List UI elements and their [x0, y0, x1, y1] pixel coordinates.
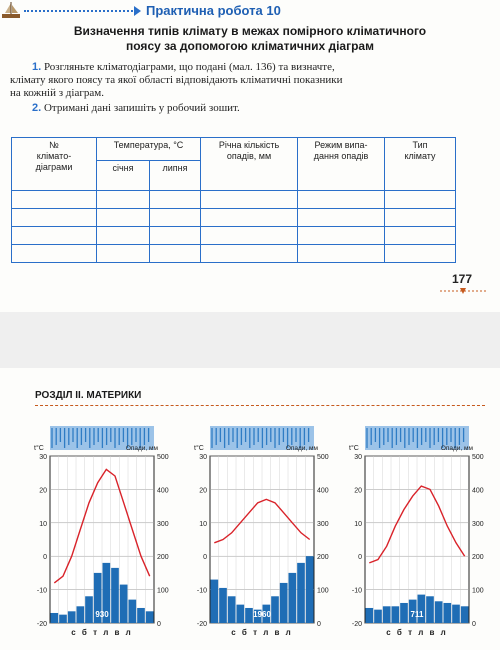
temp-tick-label: 20	[39, 487, 47, 495]
temp-tick-label: 10	[39, 520, 47, 528]
task-1: 1. Розгляньте кліматодіаграми, що подані (мал. 136) та визначте, клімату якого поясу та якої області відповідають кліматичні показники на кожній з діаграм.	[10, 61, 343, 99]
precip-tick-label: 300	[472, 520, 484, 528]
temp-tick-label: 20	[199, 487, 207, 495]
precip-tick-label: 400	[157, 487, 169, 495]
ship-icon	[0, 0, 22, 22]
temp-tick-label: -20	[351, 621, 362, 628]
textbook-page-177	[0, 0, 500, 312]
page-number: 177	[452, 272, 473, 286]
precip-bar	[426, 596, 434, 623]
textbook-next-page	[0, 368, 500, 650]
temp-tick-label: 30	[199, 454, 207, 461]
header-dash-line	[24, 10, 136, 12]
precip-bar	[461, 606, 469, 623]
table-row	[12, 245, 456, 263]
col-temp-july: липня	[150, 160, 201, 190]
page-gap	[0, 312, 500, 368]
task-2: 2. Отримані дані запишіть у робочий зошит.	[32, 102, 240, 114]
temp-tick-label: 30	[354, 454, 362, 461]
month-labels: с б т л в л	[71, 628, 133, 637]
header-arrow-icon	[134, 6, 141, 16]
precip-bar	[228, 596, 236, 623]
precip-bar	[51, 613, 59, 623]
col-annual-precip: Річна кількість опадів, мм	[201, 138, 298, 191]
precip-bar	[392, 606, 400, 623]
col-diagram-number: № кліматo- діаграми	[12, 138, 97, 191]
precip-tick-label: 200	[157, 554, 169, 562]
precip-bar	[280, 583, 288, 623]
precip-bar	[146, 611, 154, 623]
table-row	[12, 209, 456, 227]
precip-bar	[137, 608, 145, 623]
precip-bar	[120, 585, 128, 623]
climate-diagram-3	[345, 418, 495, 650]
temp-axis-title: t°C	[194, 445, 204, 452]
table-row	[12, 191, 456, 209]
precip-bar	[452, 605, 460, 623]
page-number-ornament	[440, 287, 486, 295]
precip-bar	[111, 568, 119, 623]
temp-tick-label: 20	[354, 487, 362, 495]
precip-axis-title: Опади, мм	[285, 445, 318, 452]
precip-tick-label: 100	[472, 587, 484, 595]
precip-tick-label: 0	[472, 621, 476, 628]
precip-bar	[383, 606, 391, 623]
temp-tick-label: -10	[36, 587, 47, 595]
precip-bar	[444, 603, 452, 623]
col-temperature: Температура, °С	[97, 138, 201, 161]
month-labels: с б т л в л	[386, 628, 448, 637]
precip-bar	[271, 596, 279, 623]
precip-axis-title: Опади, мм	[440, 445, 473, 452]
precip-tick-label: 500	[157, 454, 169, 461]
precip-tick-label: 0	[317, 621, 321, 628]
temp-tick-label: 0	[358, 554, 362, 562]
section-title: РОЗДІЛ ІІ. МАТЕРИКИ	[35, 390, 142, 401]
temp-tick-label: -20	[196, 621, 207, 628]
precip-tick-label: 300	[157, 520, 169, 528]
col-temp-january: січня	[97, 160, 150, 190]
temp-axis-title: t°C	[349, 445, 359, 452]
precip-tick-label: 0	[157, 621, 161, 628]
annual-precip-label: 1960	[253, 610, 271, 619]
precip-bar	[68, 611, 76, 623]
col-climate-type: Тип клімату	[385, 138, 456, 191]
climate-diagram-1	[30, 418, 180, 650]
col-precip-regime: Режим випа- дання опадів	[298, 138, 385, 191]
month-labels: с б т л в л	[231, 628, 293, 637]
precip-bar	[400, 603, 408, 623]
annual-precip-label: 930	[95, 610, 109, 619]
precip-bar	[59, 615, 67, 623]
precip-bar	[237, 605, 245, 623]
table-row	[12, 227, 456, 245]
precip-tick-label: 100	[317, 587, 329, 595]
precip-tick-label: 200	[472, 554, 484, 562]
temp-axis-title: t°C	[34, 445, 44, 452]
precip-bar	[85, 596, 93, 623]
precip-bar	[435, 601, 443, 623]
section-divider	[35, 405, 485, 406]
temp-tick-label: 10	[354, 520, 362, 528]
climate-diagram-2	[190, 418, 340, 650]
precip-bar	[211, 580, 219, 623]
precip-tick-label: 100	[157, 587, 169, 595]
precip-bar	[297, 563, 305, 623]
precip-tick-label: 200	[317, 554, 329, 562]
results-table	[11, 137, 456, 263]
annual-precip-label: 711	[410, 610, 424, 619]
precip-bar	[245, 608, 253, 623]
temp-tick-label: 10	[199, 520, 207, 528]
precip-tick-label: 400	[472, 487, 484, 495]
precip-tick-label: 300	[317, 520, 329, 528]
temp-tick-label: 30	[39, 454, 47, 461]
temp-tick-label: -10	[196, 587, 207, 595]
precip-bar	[306, 556, 314, 623]
temp-tick-label: 0	[203, 554, 207, 562]
precip-bar	[289, 573, 297, 623]
work-heading: Визначення типів клімату в межах помірного кліматичного поясу за допомогою кліматичних діаграм	[73, 24, 427, 53]
precip-axis-title: Опади, мм	[125, 445, 158, 452]
precip-tick-label: 400	[317, 487, 329, 495]
temp-tick-label: -20	[36, 621, 47, 628]
precip-bar	[77, 606, 85, 623]
precip-bar	[129, 600, 137, 623]
temp-tick-label: 0	[43, 554, 47, 562]
practical-work-title: Практична робота 10	[146, 3, 281, 18]
precip-bar	[219, 588, 227, 623]
precip-tick-label: 500	[317, 454, 329, 461]
precip-tick-label: 500	[472, 454, 484, 461]
precip-bar	[366, 608, 374, 623]
temp-tick-label: -10	[351, 587, 362, 595]
precip-bar	[374, 610, 382, 623]
